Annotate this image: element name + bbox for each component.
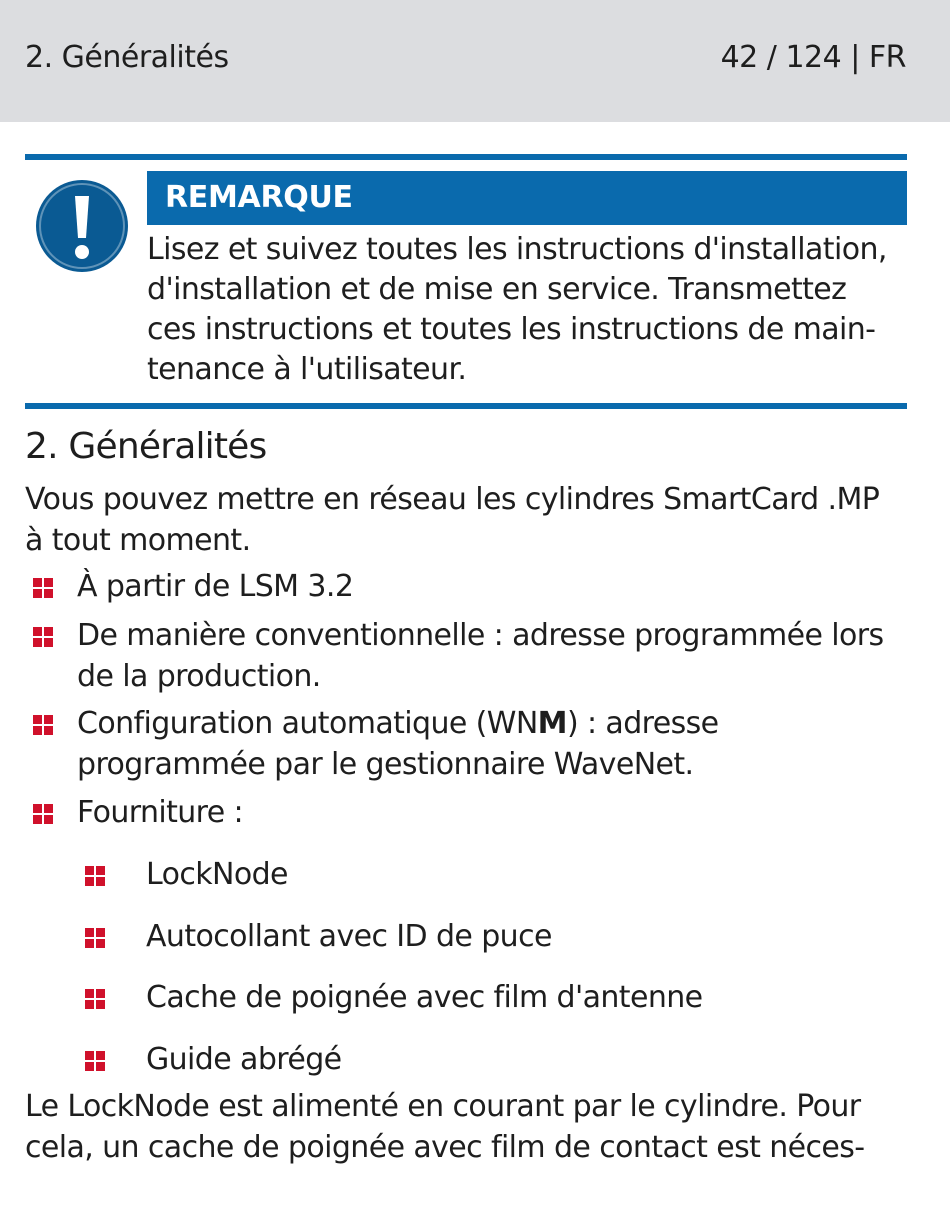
outro-line: cela, un cache de poignée avec film de contact est néces- — [25, 1130, 865, 1165]
section-heading: 2. Généralités — [25, 426, 267, 467]
bullet-line: De manière conventionnelle : adresse programmée lors — [77, 618, 884, 653]
notice-line: Lisez et suivez toutes les instructions d'installation, — [147, 232, 887, 267]
notice-line: d'installation et de mise en service. Transmettez — [147, 272, 847, 307]
sub-bullet-text: Guide abrégé — [146, 1042, 342, 1077]
bullet-icon — [33, 627, 53, 647]
sub-bullet-text: LockNode — [146, 857, 288, 892]
bullet-icon — [85, 989, 105, 1009]
sub-bullet-text: Cache de poignée avec film d'antenne — [146, 980, 703, 1015]
bullet-text — [77, 615, 917, 697]
notice-title: REMARQUE — [147, 171, 907, 225]
bullet-text: À partir de LSM 3.2 — [77, 569, 354, 604]
bullet-icon — [33, 578, 53, 598]
bullet-text-part: ) : adresse — [566, 706, 719, 741]
sub-bullet-text: Autocollant avec ID de puce — [146, 919, 552, 954]
notice-bottom-rule — [25, 403, 907, 409]
bullet-icon — [85, 1051, 105, 1071]
exclamation-circle-icon — [34, 178, 130, 274]
bullet-icon — [85, 866, 105, 886]
bullet-text-bold: M — [537, 706, 567, 741]
bullet-icon — [33, 715, 53, 735]
outro-paragraph — [25, 1086, 925, 1168]
header-page-info: 42 / 124 | FR — [720, 40, 906, 75]
bullet-icon — [85, 928, 105, 948]
bullet-text-part: Configuration automatique (WN — [77, 706, 538, 741]
intro-paragraph — [25, 479, 925, 561]
bullet-icon — [33, 804, 53, 824]
notice-top-rule — [25, 154, 907, 160]
bullet-line: de la production. — [77, 659, 321, 694]
notice-box — [25, 154, 907, 410]
notice-line: ces instructions et toutes les instructions de main- — [147, 312, 876, 347]
bullet-text: Fourniture : — [77, 795, 244, 830]
bullet-line: programmée par le gestionnaire WaveNet. — [77, 747, 694, 782]
intro-line: à tout moment. — [25, 523, 251, 558]
bullet-text — [77, 703, 917, 785]
outro-line: Le LockNode est alimenté en courant par le cylindre. Pour — [25, 1089, 861, 1124]
page-header — [0, 0, 950, 122]
intro-line: Vous pouvez mettre en réseau les cylindres SmartCard .MP — [25, 482, 880, 517]
header-section-title: 2. Généralités — [25, 40, 229, 75]
notice-text — [147, 230, 907, 390]
notice-line: tenance à l'utilisateur. — [147, 352, 467, 387]
